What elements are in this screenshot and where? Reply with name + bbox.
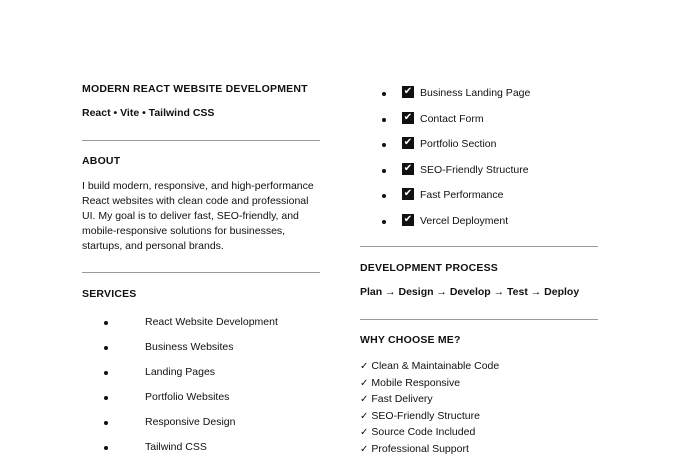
process-heading: DEVELOPMENT PROCESS [360,262,498,274]
services-heading: SERVICES [82,288,137,300]
check-icon: ✓ [360,394,369,406]
bullet-icon [104,371,108,375]
check-icon: ✓ [360,361,369,372]
check-icon: ✓ [360,410,369,422]
tech-stack: React • Vite • Tailwind CSS [82,107,215,119]
bullet-icon [104,321,108,325]
list-item: ✓ Professional Support [360,442,469,455]
why-heading: WHY CHOOSE ME? [360,334,461,346]
checkbox-checked-icon: ✔ [403,111,413,123]
process-steps: Plan → Design → Develop → Test → Deploy [360,286,580,298]
bullet-icon [382,169,386,173]
bullet-icon [382,194,386,198]
about-line: UI. My goal is to deliver fast, SEO-friendly, and [82,210,299,222]
list-item: ✓ Clean & Maintainable Code [360,360,500,372]
why-list [360,360,499,460]
check-icon: ✓ [360,427,369,439]
checkbox-checked-icon: ✔ [403,213,413,225]
divider [360,319,598,320]
about-line: startups, and personal brands. [82,240,224,252]
about-paragraph [82,179,322,254]
bullet-icon [382,118,386,122]
bullet-icon [104,396,108,400]
bullet-icon [104,446,108,450]
about-line: mobile-responsive solutions for businesses, [82,225,286,237]
bullet-icon [382,143,386,147]
checkbox-checked-icon: ✔ [403,137,413,149]
checkbox-checked-icon: ✔ [403,162,413,174]
check-icon: ✓ [360,443,369,455]
divider [82,140,320,141]
bullet-icon [104,346,108,350]
divider [82,272,320,273]
checkbox-checked-icon: ✔ [403,86,413,97]
checkbox-checked-icon: ✔ [403,188,413,200]
about-line: I build modern, responsive, and high-performance [82,180,314,192]
bullet-icon [104,421,108,425]
list-item: ✓ Fast Delivery [360,393,433,406]
document-title: MODERN REACT WEBSITE DEVELOPMENT [82,83,308,95]
about-line: React websites with clean code and professional [82,195,309,207]
bullet-icon [382,220,386,224]
divider [360,246,598,247]
list-item: ✓ Mobile Responsive [360,376,461,389]
check-icon: ✓ [360,377,369,389]
list-item: ✓ SEO-Friendly Structure [360,409,480,422]
bullet-icon [382,92,386,96]
about-heading: ABOUT [82,155,121,167]
list-item: ✓ Source Code Included [360,426,476,439]
